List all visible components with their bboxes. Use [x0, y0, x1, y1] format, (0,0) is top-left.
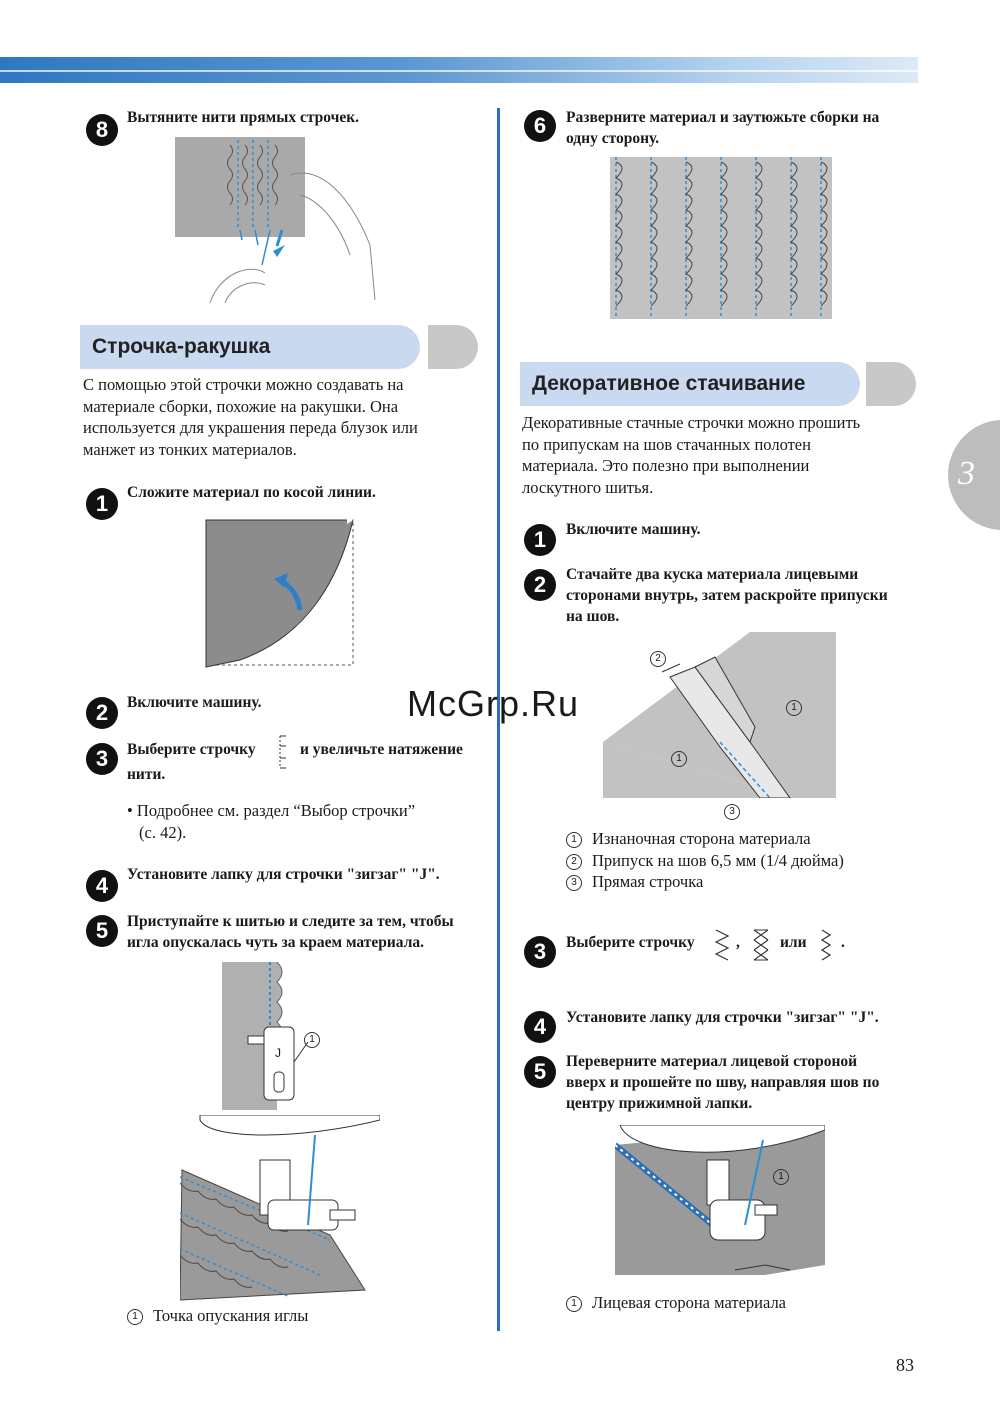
chapter-number: 3	[958, 455, 975, 492]
step-3-text-b: и увеличьте натяжение	[300, 741, 463, 758]
section-header-decorative-seaming	[520, 362, 860, 406]
step-3-number: 3	[86, 743, 118, 775]
step-5-line-1: Приступайте к шитью и следите за тем, чтобы	[127, 913, 454, 930]
cross-stitch-icon	[752, 928, 770, 962]
step-1-number: 1	[86, 488, 118, 520]
decorative-seaming-intro	[522, 412, 922, 498]
step-r1-number: 1	[524, 524, 556, 556]
caption-text: Точка опускания иглы	[153, 1306, 309, 1325]
section-header-tail	[428, 325, 478, 369]
step-r2-line-1: Стачайте два куска материала лицевыми	[566, 566, 859, 583]
step-r5-line-2: вверх и прошейте по шву, направляя шов по	[566, 1074, 880, 1091]
step-r2-number: 2	[524, 569, 556, 601]
step-r1-text: Включите машину.	[566, 521, 701, 538]
callout-right-side: 1	[773, 1169, 789, 1185]
caption-number: 1	[127, 1309, 143, 1325]
legend-number: 3	[566, 875, 582, 891]
step-r5-line-1: Переверните материал лицевой стороной	[566, 1053, 858, 1070]
legend-item	[566, 850, 844, 872]
intro-line: материала. Это полезно при выполнении	[522, 456, 810, 475]
diagram-label: 3	[724, 804, 740, 820]
folded-fabric-illustration	[200, 515, 360, 675]
gathered-fabric-illustration	[170, 135, 380, 305]
step-r3-or: или	[780, 934, 807, 951]
step-8-number: 8	[86, 114, 118, 146]
caption-text: Лицевая сторона материала	[592, 1293, 786, 1312]
page-number: 83	[896, 1355, 914, 1375]
shell-stitch-icon	[276, 734, 290, 770]
left-caption-1	[127, 1305, 308, 1327]
legend-text: Прямая строчка	[592, 872, 704, 891]
machine-sewing-seam-illustration	[615, 1125, 825, 1285]
step-5-number: 5	[86, 915, 118, 947]
seam-legend	[566, 828, 844, 893]
intro-line: С помощью этой строчки можно создавать на	[83, 375, 404, 394]
caption-number: 1	[566, 1296, 582, 1312]
diagram-label: 2	[650, 651, 666, 667]
pressed-shell-rows-illustration	[610, 157, 832, 319]
step-r5-number: 5	[524, 1056, 556, 1088]
step-6-number: 6	[524, 110, 556, 142]
step-5-line-2: игла опускалась чуть за краем материала.	[127, 934, 425, 951]
section-header-tail	[866, 362, 916, 406]
step-r2-line-2: сторонами внутрь, затем раскройте припуски	[566, 587, 888, 604]
intro-line: лоскутного шитья.	[522, 477, 654, 497]
legend-text: Припуск на шов 6,5 мм (1/4 дюйма)	[592, 850, 844, 870]
legend-item	[566, 871, 844, 893]
step-2-number: 2	[86, 697, 118, 729]
step-r3-separator: ,	[736, 934, 740, 951]
intro-line: используется для украшения переда блузок или	[83, 418, 418, 437]
step-r3-text: Выберите строчку	[566, 934, 695, 951]
step-r4-number: 4	[524, 1011, 556, 1043]
feather-stitch-icon	[712, 928, 734, 962]
diagram-label: 1	[786, 700, 802, 716]
step-6-line-1: Разверните материал и заутюжьте сборки на	[566, 109, 880, 126]
zigzag-stitch-icon	[818, 928, 834, 962]
machine-sewing-shell-illustration	[180, 1115, 380, 1305]
step-r5-line-3: центру прижимной лапки.	[566, 1095, 753, 1112]
right-caption-1	[566, 1292, 786, 1314]
step-6-line-2: одну сторону.	[566, 130, 660, 147]
callout-needle-point: 1	[304, 1032, 320, 1048]
legend-number: 1	[566, 832, 582, 848]
step-8-text: Вытяните нити прямых строчек.	[127, 109, 360, 126]
presser-foot-j-illustration	[222, 962, 322, 1110]
step-1-text: Сложите материал по косой линии.	[127, 484, 376, 501]
section-title-shell-stitch: Строчка-ракушка	[92, 335, 271, 358]
step-r3-number: 3	[524, 936, 556, 968]
header-band-line	[0, 70, 918, 72]
step-3-text-a: Выберите строчку	[127, 741, 256, 758]
watermark: McGrp.Ru	[407, 683, 580, 724]
note-page-ref: (с. 42).	[139, 822, 187, 842]
diagram-label: 1	[671, 751, 687, 767]
note-line: • Подробнее см. раздел “Выбор строчки”	[127, 801, 416, 820]
legend-text: Изнаночная сторона материала	[592, 829, 811, 848]
step-4-number: 4	[86, 870, 118, 902]
step-3-text-c: нити.	[127, 766, 166, 783]
section-title-decorative-seaming: Декоративное стачивание	[532, 372, 806, 395]
step-2-text: Включите машину.	[127, 694, 262, 711]
intro-line: манжет из тонких материалов.	[83, 439, 297, 459]
intro-line: по припускам на шов стачанных полотен	[522, 434, 811, 454]
shell-stitch-intro	[83, 374, 483, 460]
legend-number: 2	[566, 854, 582, 870]
seam-allowance-diagram	[600, 632, 838, 822]
section-header-shell-stitch	[80, 325, 420, 369]
stitch-selection-note	[127, 800, 487, 843]
intro-line: Декоративные стачные строчки можно прошить	[522, 413, 861, 432]
step-4-text: Установите лапку для строчки "зигзаг" "J".	[127, 866, 440, 883]
legend-item	[566, 828, 844, 850]
step-r2-line-3: на шов.	[566, 608, 620, 625]
intro-line: материале сборки, похожие на ракушки. Она	[83, 396, 399, 416]
foot-label: J	[275, 1046, 281, 1060]
step-r3-end: .	[841, 934, 845, 951]
step-r4-text: Установите лапку для строчки "зигзаг" "J".	[566, 1009, 879, 1026]
